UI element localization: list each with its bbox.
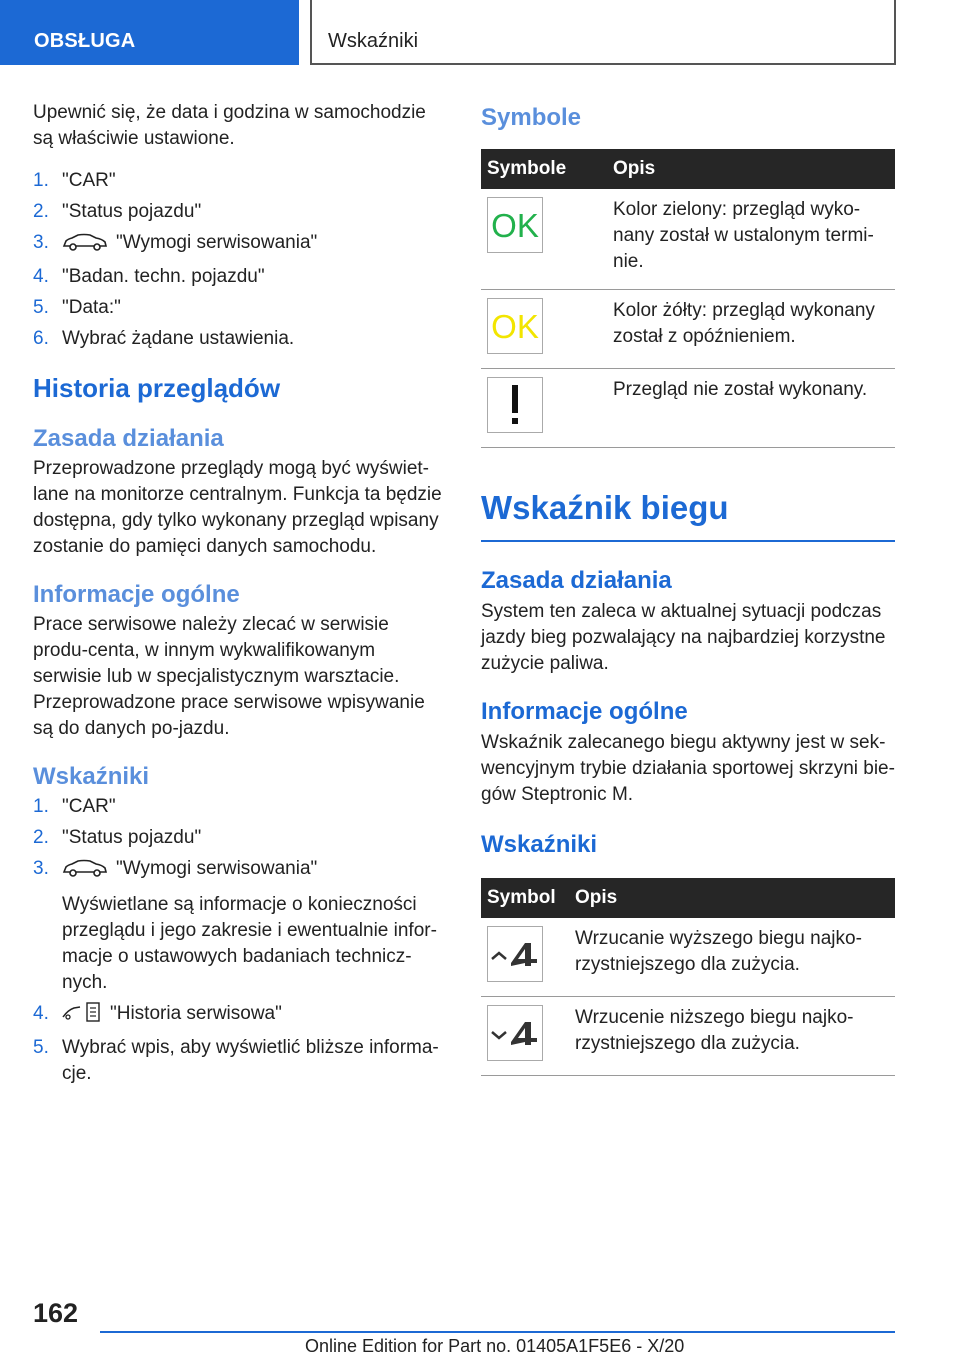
table-row: OK Kolor zielony: przegląd wyko‐nany został w ustalonym termi‐nie. [481, 189, 895, 290]
section-tab: OBSŁUGA [0, 0, 299, 65]
section-heading: Wskaźnik biegu [481, 489, 729, 526]
table-row: Przegląd nie został wykonany. [481, 369, 895, 448]
subsection-heading: Informacje ogólne [33, 581, 240, 608]
gear-down-icon [487, 1005, 543, 1061]
symbols-table [481, 149, 895, 448]
subsection-heading: Informacje ogólne [481, 698, 688, 725]
list-item: 2. "Status pojazdu" [33, 827, 202, 848]
table-header: Opis [569, 878, 895, 918]
history-steps [33, 794, 448, 1087]
ok-yellow-icon [487, 298, 543, 354]
subsection-heading: Wskaźniki [481, 831, 598, 858]
edition-text: Online Edition for Part no. 01405A1F5E6 - X/20 [305, 1336, 685, 1356]
gear-up-icon [487, 926, 543, 982]
table-header: Opis [607, 149, 895, 189]
list-item: 4. "Badan. techn. pojazdu" [33, 266, 265, 287]
paragraph: System ten zaleca w aktualnej sytuacji podczas jazdy bieg pozwalający na najbardziej korzystne zużycie paliwa. [481, 601, 886, 674]
service-history-icon [62, 1002, 102, 1030]
svg-text:OK: OK [491, 309, 539, 343]
list-item: 5. "Data:" [33, 297, 121, 318]
divider [481, 540, 895, 542]
page-number: 162 [33, 1298, 79, 1328]
table-row: Wrzucenie niższego biegu najko‐rzystniejszego dla zużycia. [481, 997, 895, 1076]
car-service-icon [62, 859, 108, 885]
list-item: 2. "Status pojazdu" [33, 201, 202, 222]
intro-text: Upewnić się, że data i godzina w samochodzie są właściwie ustawione. [33, 102, 426, 149]
chapter-title: Wskaźniki [310, 0, 896, 65]
table-header: Symbole [481, 149, 607, 189]
footer-divider [100, 1331, 895, 1333]
subsection-heading: Symbole [481, 104, 582, 131]
list-item: 3. "Wymogi serwisowania" Wyświetlane są informacje o konieczności przeglądu i jego zakresie i ewentualnie infor‐macje o ustawowych badaniach technicz‐nych. [33, 856, 448, 996]
svg-text:OK: OK [491, 208, 539, 242]
left-column [33, 100, 448, 1092]
list-item: 3. "Wymogi serwisowania" [33, 230, 448, 259]
list-item: 1. "CAR" [33, 796, 116, 817]
list-item: 6. Wybrać żądane ustawienia. [33, 328, 295, 349]
gear-table [481, 878, 895, 1076]
list-item: 4. "Historia serwisowa" [33, 1001, 448, 1030]
subsection-heading: Zasada działania [33, 425, 224, 452]
car-service-icon [62, 233, 108, 259]
table-row: OK Kolor żółty: przegląd wykonany został z opóźnieniem. [481, 290, 895, 369]
list-item: 5. Wybrać wpis, aby wyświetlić bliższe informa‐cje. [33, 1037, 439, 1084]
section-heading: Historia przeglądów [33, 373, 281, 403]
settings-steps [33, 168, 448, 352]
paragraph: Prace serwisowe należy zlecać w serwisie produ‐centa, w innym wykwalifikowanym serwisie lub w specjalistycznym warsztacie. Przeprowadzone prace serwisowe wpisywanie są do danych po‐jazdu. [33, 614, 425, 739]
list-item-detail: Wyświetlane są informacje o konieczności przeglądu i jego zakresie i ewentualnie infor‐macje o ustawowych badaniach technicz‐nych. [62, 894, 437, 993]
list-item: 1. "CAR" [33, 170, 116, 191]
exclamation-icon [487, 377, 543, 433]
paragraph: Wskaźnik zalecanego biegu aktywny jest w sek‐wencyjnym trybie działania sportowej skrzyni bie‐gów Steptronic M. [481, 732, 895, 805]
table-row: Wrzucanie wyższego biegu najko‐rzystniejszego dla zużycia. [481, 918, 895, 997]
subsection-heading: Wskaźniki [33, 763, 150, 790]
right-column [481, 100, 895, 1076]
table-header: Symbol [481, 878, 569, 918]
paragraph: Przeprowadzone przeglądy mogą być wyświet‐lane na monitorze centralnym. Funkcja ta będzie dostępna, gdy tylko wykonany przegląd wpisany zostanie do pamięci danych samochodu. [33, 458, 442, 557]
ok-green-icon [487, 197, 543, 253]
subsection-heading: Zasada działania [481, 567, 672, 594]
